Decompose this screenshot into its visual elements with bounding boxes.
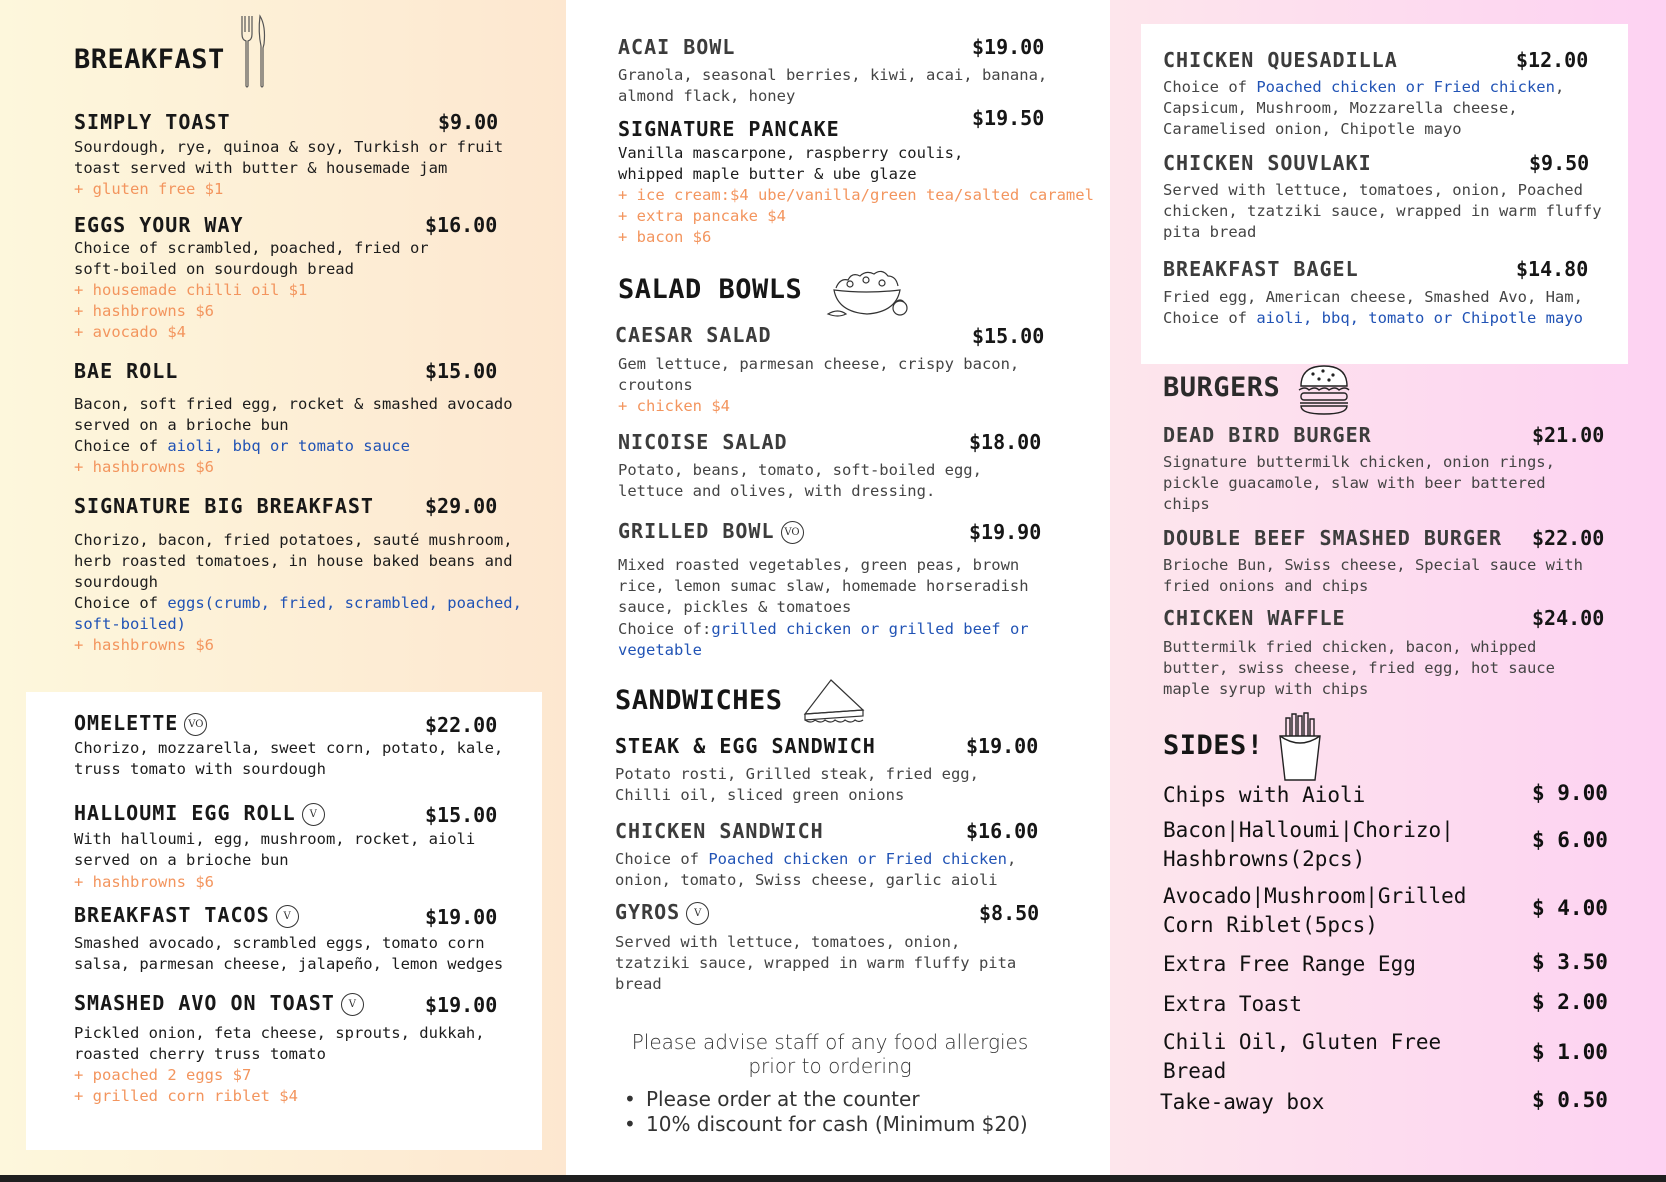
item-name [74,801,325,826]
item-price: $19.00 [425,905,498,929]
side-price: $ 6.00 [1532,828,1608,852]
desc-rest: , onion, tomato, Swiss cheese, garlic aioli [615,850,1017,889]
item-description [615,849,1035,891]
item-name: BAE ROLL [74,359,179,383]
item-addon: + grilled corn riblet $4 [74,1087,298,1105]
item-addon: + housemade chilli oil $1 [74,281,308,299]
side-name: Bacon|Halloumi|Chorizo| Hashbrowns(2pcs) [1163,818,1454,871]
choice-prefix: Choice of [74,594,168,612]
item-description: Bacon, soft fried egg, rocket & smashed avocado served on a brioche bun [74,395,513,434]
item-name-text: BREAKFAST TACOS [74,903,270,927]
side-name: Chili Oil, Gluten Free Bread [1163,1030,1442,1083]
item-name-text: GRILLED BOWL [618,519,775,543]
item-price: $22.00 [1532,526,1605,550]
item-description: With halloumi, egg, mushroom, rocket, aioli served on a brioche bun [74,830,476,869]
desc-rest: , Capsicum, Mushroom, Mozzarella cheese, Caramelised onion, Chipotle mayo [1163,78,1565,138]
item-name: EGGS YOUR WAY [74,213,244,237]
item-price: $19.50 [972,106,1045,130]
item-description: Brioche Bun, Swiss cheese, Special sauce with fried onions and chips [1163,556,1583,595]
breakfast-title: BREAKFAST [74,44,225,75]
salad-bowls-title: SALAD BOWLS [618,274,803,305]
side-name: Extra Free Range Egg [1163,952,1416,976]
item-description: Vanilla mascarpone, raspberry coulis, whipped maple butter & ube glaze [618,144,964,183]
item-addon: + gluten free $1 [74,180,224,198]
desc-prefix: Choice of [615,850,709,868]
note-item: • 10% discount for cash (Minimum $20) [620,1112,1028,1137]
item-price: $18.00 [969,430,1042,454]
item-name: CAESAR SALAD [615,323,772,347]
side-name: Extra Toast [1163,992,1303,1016]
item-description [1163,287,1603,329]
item-name: BREAKFAST BAGEL [1163,257,1359,281]
item-price: $12.00 [1516,48,1589,72]
desc-text: Fried egg, American cheese, Smashed Avo, Ham, Choice of [1163,288,1583,327]
item-description: Chorizo, mozzarella, sweet corn, potato, kale, truss tomato with sourdough [74,739,504,778]
item-price: $29.00 [425,494,498,518]
item-name [74,711,207,736]
note-item: • Please order at the counter [620,1087,1028,1112]
item-description: Smashed avocado, scrambled eggs, tomato corn salsa, parmesan cheese, jalapeño, lemon wedges [74,934,504,973]
sides-title: SIDES! [1163,730,1264,761]
item-price: $19.00 [425,993,498,1017]
item-price: $16.00 [425,213,498,237]
item-price: $16.00 [966,819,1039,843]
item-name-text: HALLOUMI EGG ROLL [74,801,296,825]
item-addon: + chicken $4 [618,397,730,415]
desc-prefix: Choice of [1163,78,1257,96]
item-price: $15.00 [425,359,498,383]
item-addon: + hashbrowns $6 [74,458,214,476]
item-name: SIGNATURE PANCAKE [618,117,840,141]
item-name: CHICKEN QUESADILLA [1163,48,1398,72]
side-price: $ 0.50 [1532,1088,1608,1112]
side-name: Take-away box [1160,1090,1325,1114]
item-description: Chorizo, bacon, fried potatoes, sauté mushroom, herb roasted tomatoes, in house baked beans and sourdough [74,531,513,591]
item-name: SIGNATURE BIG BREAKFAST [74,494,374,518]
choice-options: Poached chicken or Fried chicken [1256,78,1555,96]
salad-bowl-icon [826,268,910,322]
item-name-text: OMELETTE [74,711,179,735]
item-price: $22.00 [425,713,498,737]
item-price: $14.80 [1516,257,1589,281]
item-name [74,903,299,928]
v-badge: V [276,905,299,928]
fries-icon [1276,712,1324,782]
burger-icon [1297,364,1351,416]
item-price: $8.50 [979,901,1040,925]
item-addon: + extra pancake $4 [618,207,786,225]
side-name: Chips with Aioli [1163,783,1366,807]
sandwiches-title: SANDWICHES [615,685,783,716]
side-price: $ 9.00 [1532,781,1608,805]
item-addon: + hashbrowns $6 [74,636,214,654]
choice-options: grilled chicken or grilled beef or vegetable [618,620,1029,659]
item-description: Sourdough, rye, quinoa & soy, Turkish or fruit toast served with butter & housemade jam [74,138,504,177]
item-name: NICOISE SALAD [618,430,788,454]
choice-options: eggs(crumb, fried, scrambled, poached, soft-boiled) [74,594,522,633]
item-price: $19.00 [966,734,1039,758]
item-description: Signature buttermilk chicken, onion rings, pickle guacamole, slaw with beer battered chips [1163,453,1555,513]
v-badge: V [341,993,364,1016]
item-name: SIMPLY TOAST [74,110,231,134]
item-description [1163,77,1603,140]
choice-options: aioli, bbq, tomato or Chipotle mayo [1256,309,1583,327]
cutlery-icon [238,14,268,90]
item-name: CHICKEN SANDWICH [615,819,824,843]
item-description: Gem lettuce, parmesan cheese, crispy bacon, croutons [618,355,1020,394]
item-description: Potato rosti, Grilled steak, fried egg, Chilli oil, sliced green onions [615,765,979,804]
vo-badge: VO [184,713,207,736]
item-name-text: SMASHED AVO ON TOAST [74,991,335,1015]
vo-badge: VO [781,521,804,544]
item-price: $21.00 [1532,423,1605,447]
side-price: $ 3.50 [1532,950,1608,974]
item-addon: + bacon $6 [618,228,712,246]
item-description: Choice of scrambled, poached, fried or soft-boiled on sourdough bread [74,239,429,278]
item-description: Potato, beans, tomato, soft-boiled egg, lettuce and olives, with dressing. [618,461,982,500]
v-badge: V [302,803,325,826]
item-choice [74,436,410,457]
choice-options: Poached chicken or Fried chicken [708,850,1007,868]
item-name: CHICKEN SOUVLAKI [1163,151,1372,175]
order-notes [620,1087,1028,1137]
item-name [618,519,804,544]
item-addon: + avocado $4 [74,323,186,341]
sandwich-icon [803,678,867,726]
item-name: ACAI BOWL [618,35,736,59]
item-description: Pickled onion, feta cheese, sprouts, dukkah, roasted cherry truss tomato [74,1024,485,1063]
item-name-text: GYROS [615,900,681,924]
burgers-title: BURGERS [1163,372,1281,403]
side-price: $ 2.00 [1532,990,1608,1014]
item-name [74,991,364,1016]
side-price: $ 1.00 [1532,1040,1608,1064]
allergy-note: Please advise staff of any food allergies prior to ordering [631,1030,1029,1078]
item-price: $19.90 [969,520,1042,544]
item-choice [74,593,524,635]
item-name [615,900,709,925]
item-price: $19.00 [972,35,1045,59]
item-price: $15.00 [972,324,1045,348]
item-addon: + poached 2 eggs $7 [74,1066,252,1084]
v-badge: V [686,902,709,925]
item-name: CHICKEN WAFFLE [1163,606,1346,630]
item-name: DEAD BIRD BURGER [1163,423,1372,447]
item-price: $9.50 [1529,151,1590,175]
item-addon: + hashbrowns $6 [74,873,214,891]
item-name: STEAK & EGG SANDWICH [615,734,876,758]
item-description: Mixed roasted vegetables, green peas, brown rice, lemon sumac slaw, homemade horseradish sauce, pickles & tomatoes [618,556,1029,616]
item-description: Buttermilk fried chicken, bacon, whipped butter, swiss cheese, fried egg, hot sauce maple syrup with chips [1163,638,1555,698]
item-addon: + ice cream:$4 ube/vanilla/green tea/salted caramel [618,186,1094,204]
bottom-border [0,1175,1666,1182]
choice-prefix: Choice of [74,437,168,455]
choice-options: aioli, bbq or tomato sauce [167,437,410,455]
item-description: Granola, seasonal berries, kiwi, acai, banana, almond flack, honey [618,66,1048,105]
item-price: $9.00 [438,110,499,134]
item-choice [618,619,1038,661]
item-description: Served with lettuce, tomatoes, onion, Poached chicken, tzatziki sauce, wrapped in warm fluffy pita bread [1163,181,1602,241]
item-description: Served with lettuce, tomatoes, onion, tzatziki sauce, wrapped in warm fluffy pita bread [615,933,1017,993]
side-price: $ 4.00 [1532,896,1608,920]
item-price: $15.00 [425,803,498,827]
choice-prefix: Choice of: [618,620,712,638]
side-name: Avocado|Mushroom|Grilled Corn Riblet(5pcs) [1163,884,1467,937]
item-addon: + hashbrowns $6 [74,302,214,320]
item-price: $24.00 [1532,606,1605,630]
item-name: DOUBLE BEEF SMASHED BURGER [1163,526,1503,550]
